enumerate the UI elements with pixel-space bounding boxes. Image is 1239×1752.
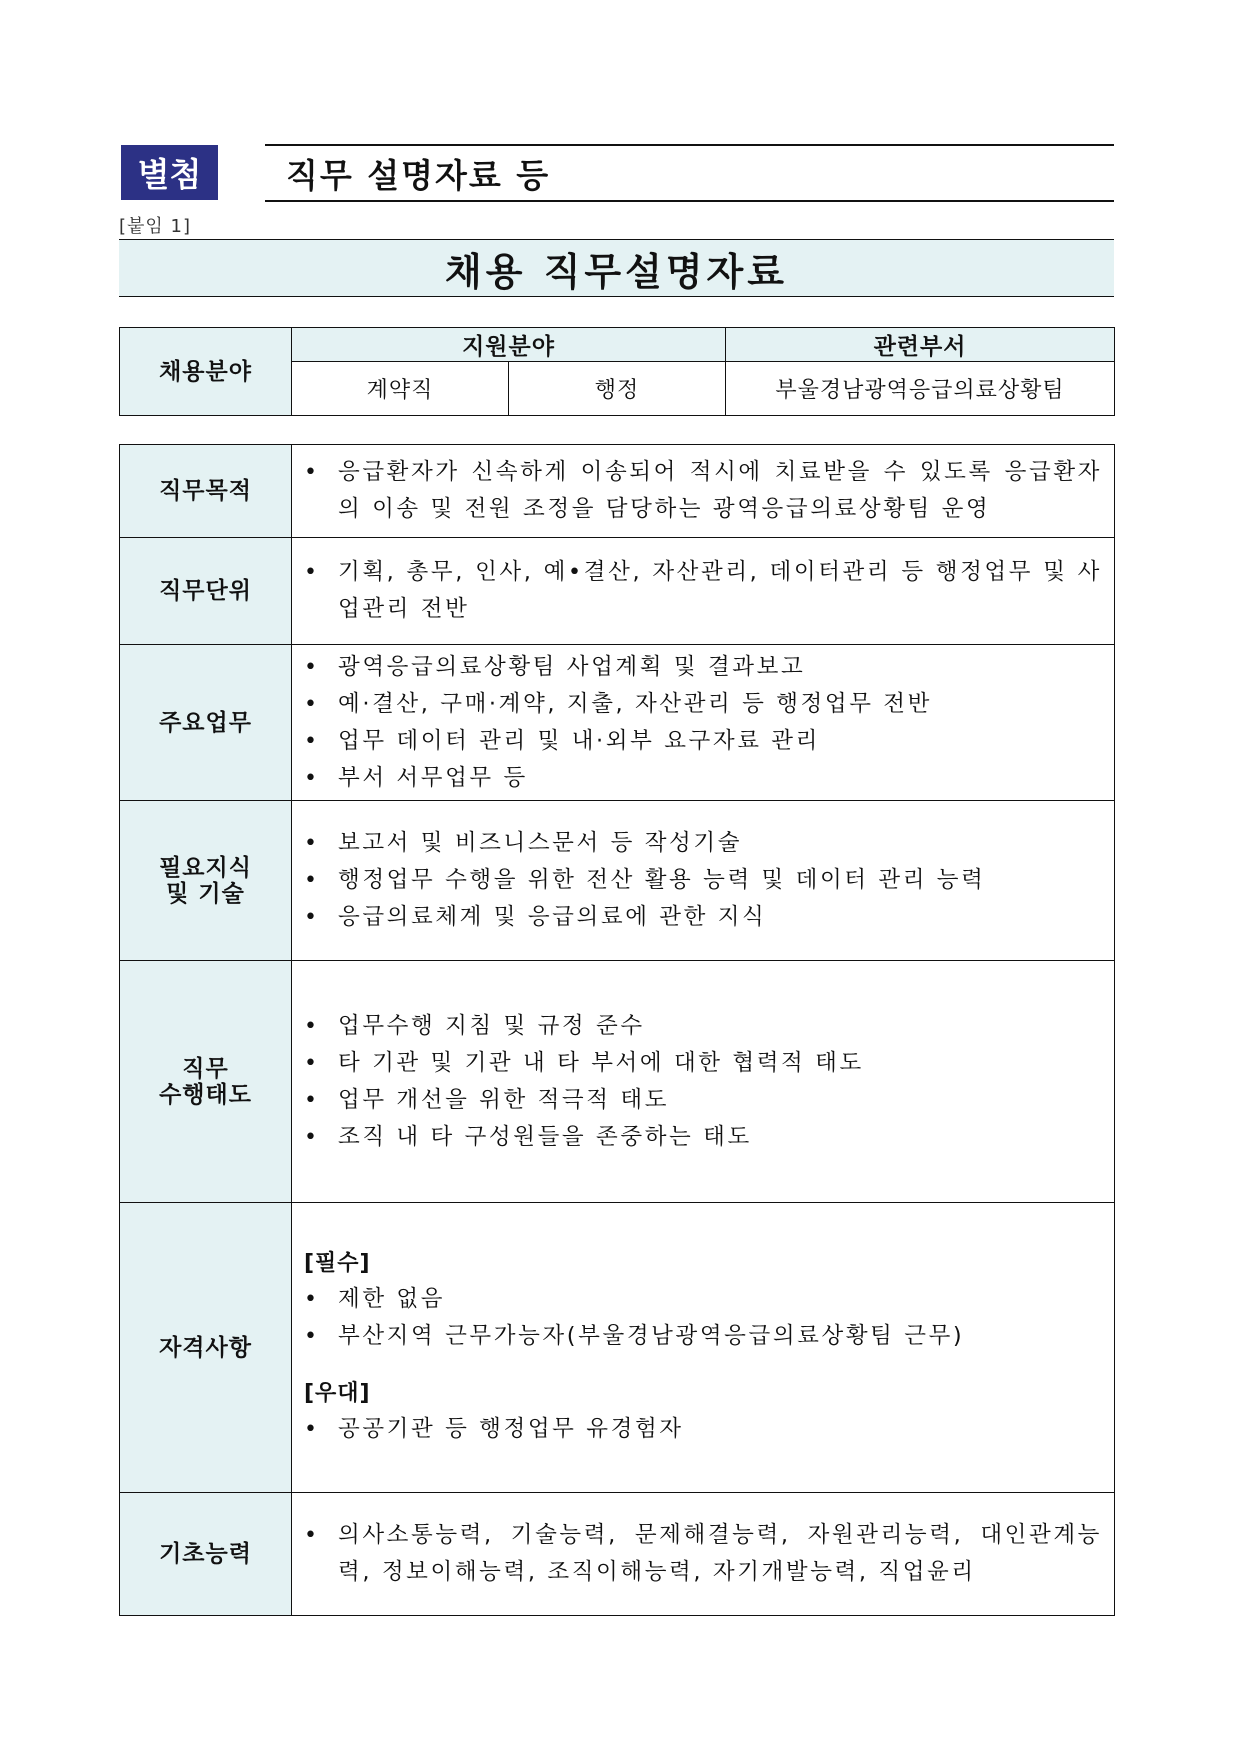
purpose-content <box>292 445 1115 538</box>
list-item: • 업무 데이터 관리 및 내·외부 요구자료 관리 <box>304 723 1102 760</box>
list-item: • 조직 내 타 구성원들을 존중하는 태도 <box>304 1119 1102 1156</box>
list-item: • 부서 서무업무 등 <box>304 760 1102 797</box>
list-item: • 제한 없음 <box>304 1281 1102 1318</box>
skills-content <box>292 801 1115 961</box>
attachment-number: [붙임 1] <box>119 216 191 237</box>
document-title: 채용 직무설명자료 <box>119 239 1114 297</box>
list-item: • 부산지역 근무가능자(부울경남광역응급의료상황팀 근무) <box>304 1318 1102 1355</box>
job-field-value: 행정 <box>509 362 726 416</box>
table-row <box>120 538 1115 645</box>
qualification-label: 자격사항 <box>120 1203 292 1493</box>
list-item: • 의사소통능력, 기술능력, 문제해결능력, 자원관리능력, 대인관계능력, 정보이해능력, 조직이해능력, 자기개발능력, 직업윤리 <box>304 1517 1102 1591</box>
department-value: 부울경남광역응급의료상황팀 <box>726 362 1115 416</box>
spacer <box>304 1355 1102 1377</box>
attachment-badge: 별첨 <box>121 145 218 200</box>
skills-label-line1: 필요지식 <box>159 854 252 881</box>
page-title: 직무 설명자료 등 <box>286 155 551 195</box>
header-rule-bottom <box>265 200 1114 202</box>
list-item: • 행정업무 수행을 위한 전산 활용 능력 및 데이터 관리 능력 <box>304 862 1102 899</box>
attitude-content <box>292 961 1115 1203</box>
list-item: • 응급환자가 신속하게 이송되어 적시에 치료받을 수 있도록 응급환자의 이송 및 전원 조정을 담당하는 광역응급의료상황팀 운영 <box>304 454 1102 528</box>
employment-type-value: 계약직 <box>292 362 509 416</box>
table-row <box>120 645 1115 801</box>
list-item: • 공공기관 등 행정업무 유경험자 <box>304 1411 1102 1448</box>
qualification-content <box>292 1203 1115 1493</box>
table-row <box>120 1493 1115 1616</box>
list-item: • 업무 개선을 위한 적극적 태도 <box>304 1082 1102 1119</box>
department-header: 관련부서 <box>726 328 1115 362</box>
list-item: • 예·결산, 구매·계약, 지출, 자산관리 등 행정업무 전반 <box>304 686 1102 723</box>
unit-label: 직무단위 <box>120 538 292 645</box>
unit-content <box>292 538 1115 645</box>
recruitment-field-table <box>119 327 1115 416</box>
attitude-label-line2: 수행태도 <box>159 1081 252 1108</box>
list-item: • 업무수행 지침 및 규정 준수 <box>304 1008 1102 1045</box>
list-item: • 타 기관 및 기관 내 타 부서에 대한 협력적 태도 <box>304 1045 1102 1082</box>
attitude-label <box>120 961 292 1203</box>
table-row <box>120 961 1115 1203</box>
job-detail-table <box>119 444 1115 1616</box>
basic-competency-content <box>292 1493 1115 1616</box>
list-item: • 응급의료체계 및 응급의료에 관한 지식 <box>304 899 1102 936</box>
skills-label-line2: 및 기술 <box>166 880 245 907</box>
required-label: [필수] <box>304 1251 371 1276</box>
list-item: • 광역응급의료상황팀 사업계획 및 결과보고 <box>304 649 1102 686</box>
basic-competency-label: 기초능력 <box>120 1493 292 1616</box>
table-row <box>120 445 1115 538</box>
skills-label <box>120 801 292 961</box>
table-row <box>120 801 1115 961</box>
main-tasks-label: 주요업무 <box>120 645 292 801</box>
support-field-header: 지원분야 <box>292 328 726 362</box>
list-item: • 기획, 총무, 인사, 예•결산, 자산관리, 데이터관리 등 행정업무 및 사업관리 전반 <box>304 554 1102 628</box>
recruitment-field-label: 채용분야 <box>120 328 292 416</box>
purpose-label: 직무목적 <box>120 445 292 538</box>
attitude-label-line1: 직무 <box>182 1055 229 1082</box>
header-rule-top <box>265 144 1114 146</box>
list-item: • 보고서 및 비즈니스문서 등 작성기술 <box>304 825 1102 862</box>
preferred-label: [우대] <box>304 1381 371 1406</box>
table-row <box>120 1203 1115 1493</box>
main-tasks-content <box>292 645 1115 801</box>
